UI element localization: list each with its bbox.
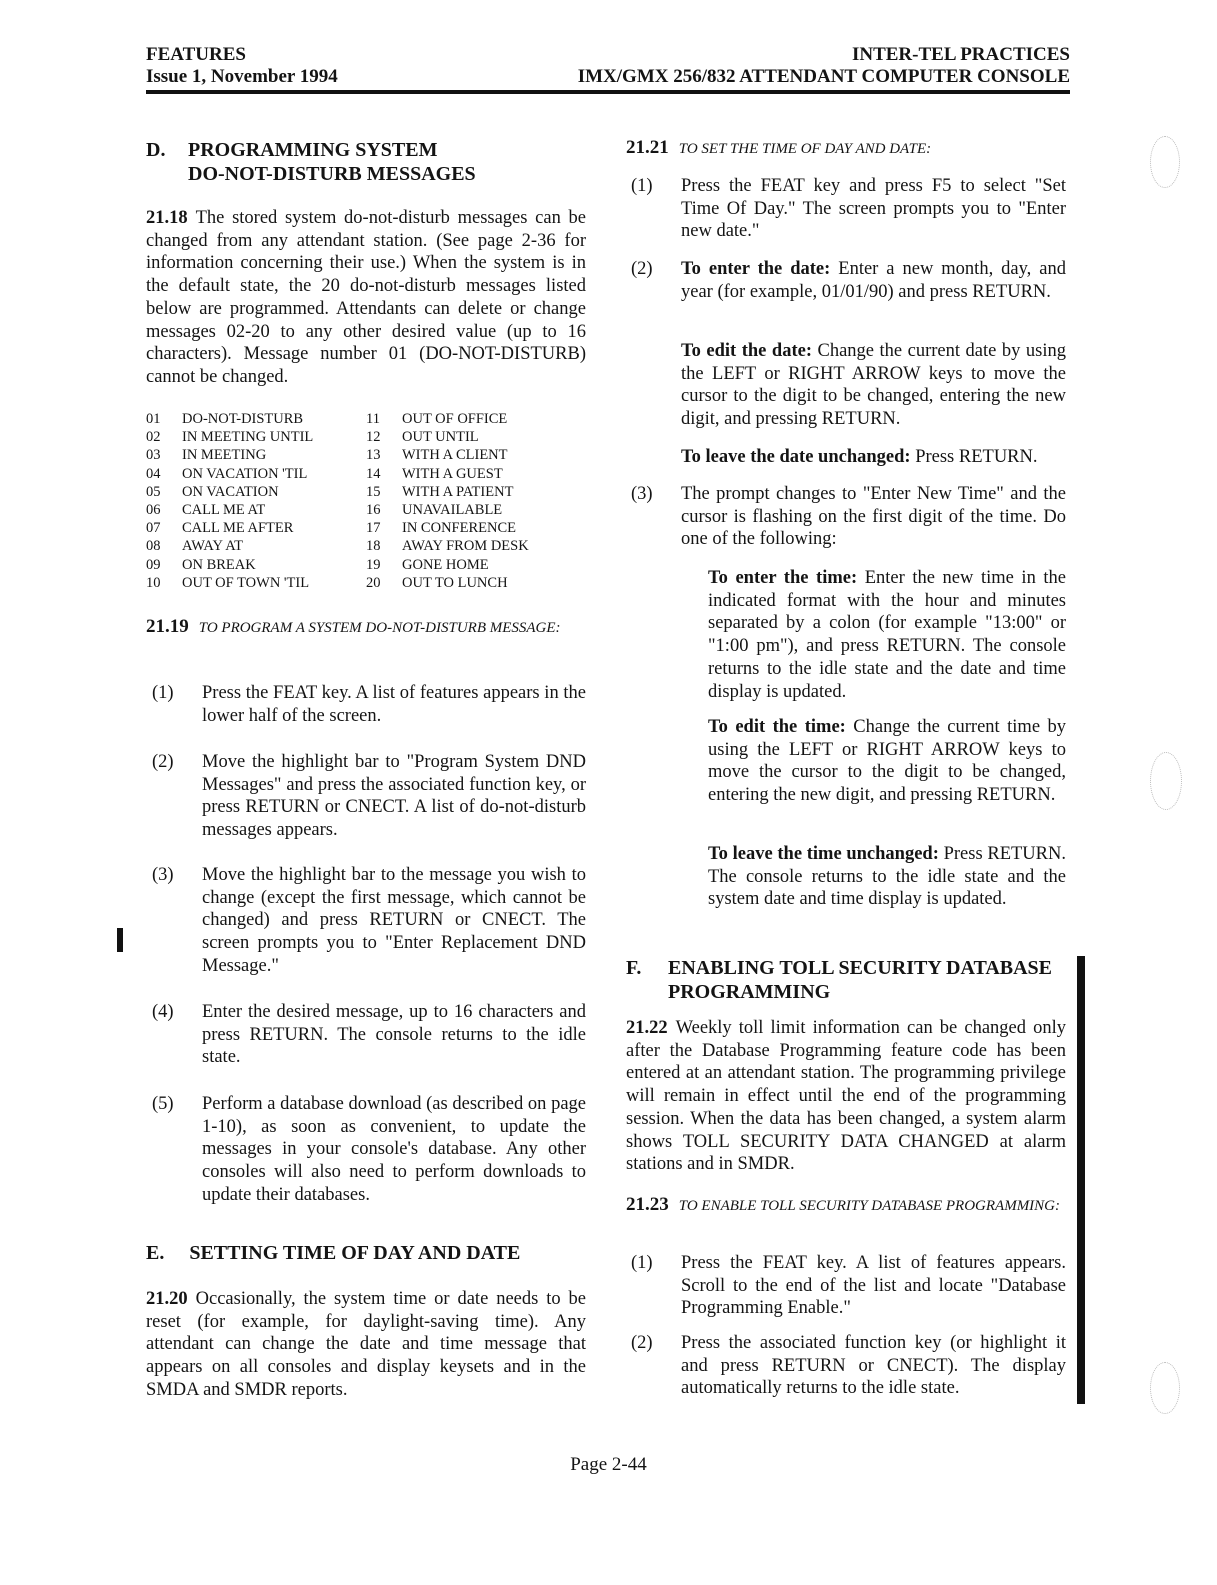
section-e-title: SETTING TIME OF DAY AND DATE xyxy=(189,1242,521,1264)
dnd-row: 10 OUT OF TOWN 'TIL xyxy=(146,574,310,591)
dnd-row: 01 DO-NOT-DISTURB xyxy=(146,411,304,427)
paragraph-text: The stored system do-not-disturb messages can be changed from any attendant station. (See page 2-36 for information concerning their use.) When the system is in the default state, the 20 do-not-disturb messages listed below are programmed. Attendants can delete or change messages 02-20 to any other desired value (up to 16 characters). Message number 01 (DO-NOT-DISTURB) cannot be changed. xyxy=(146,208,586,387)
dnd-row: 19 GONE HOME xyxy=(366,556,489,573)
section-d-title-line1: PROGRAMMING SYSTEM xyxy=(188,139,438,161)
page-number: Page 2-44 xyxy=(570,1454,647,1475)
dnd-row: 08 AWAY AT xyxy=(146,538,244,555)
procedure-title: TO SET THE TIME OF DAY AND DATE: xyxy=(678,141,932,157)
scan-artifact xyxy=(1150,752,1182,810)
paragraph-number: 21.21 xyxy=(626,137,669,158)
leave-time-text: To leave the time unchanged: Press RETURN. The console returns to the idle state and the system date and time display is updated. xyxy=(708,844,1066,910)
dnd-row: 16 UNAVAILABLE xyxy=(366,502,503,519)
section-f-letter: F. xyxy=(626,957,642,979)
header-left xyxy=(146,44,338,88)
dnd-row: 11 OUT OF OFFICE xyxy=(366,411,508,427)
paragraph-number: 21.23 xyxy=(626,1194,669,1215)
paragraph-number: 21.18 xyxy=(146,208,188,228)
dnd-list-left xyxy=(146,410,346,592)
paragraph-21-20 xyxy=(146,1288,586,1402)
scan-artifact xyxy=(1150,136,1180,188)
edit-time-text: To edit the time: Change the current time by using the LEFT or RIGHT ARROW keys to move the cursor to the digit to be changed, entering the new digit, and pressing RETURN. xyxy=(708,717,1066,806)
enter-time-text: To enter the time: Enter the new time in the indicated format with the hour and minutes separated by a colon (for example "13:00" or "1:00 pm"), and press RETURN. The console returns to the idle state and the date and time display is updated. xyxy=(708,568,1066,702)
section-d-letter: D. xyxy=(146,139,166,161)
procedure-title: TO ENABLE TOLL SECURITY DATABASE PROGRAMMING: xyxy=(678,1198,1061,1214)
edit-date-text: To edit the date: Change the current date by using the LEFT or RIGHT ARROW keys to move the cursor to the digit to be changed, entering the new digit, and pressing RETURN. xyxy=(681,341,1066,430)
dnd-list-right xyxy=(366,410,586,592)
dnd-row: 13 WITH A CLIENT xyxy=(366,447,508,464)
section-e-letter: E. xyxy=(146,1242,165,1264)
header-product: IMX/GMX 256/832 ATTENDANT COMPUTER CONSOLE xyxy=(577,66,1070,87)
paragraph-number: 21.19 xyxy=(146,616,189,637)
dnd-row: 09 ON BREAK xyxy=(146,556,256,573)
enter-date-text: To enter the date: Enter a new month, day, and year (for example, 01/01/90) and press RETURN. xyxy=(681,259,1066,302)
section-f-title-line2: PROGRAMMING xyxy=(668,981,831,1003)
section-d-title-line2: DO-NOT-DISTURB MESSAGES xyxy=(188,163,476,185)
paragraph-number: 21.22 xyxy=(626,1018,668,1038)
scan-artifact xyxy=(1150,1362,1180,1414)
section-d-heading xyxy=(146,138,586,186)
dnd-row: 06 CALL ME AT xyxy=(146,502,266,519)
dnd-row: 18 AWAY FROM DESK xyxy=(366,538,529,555)
dnd-row: 14 WITH A GUEST xyxy=(366,465,503,482)
dnd-row: 20 OUT TO LUNCH xyxy=(366,574,508,591)
dnd-row: 07 CALL ME AFTER xyxy=(146,520,294,537)
dnd-row: 12 OUT UNTIL xyxy=(366,429,479,446)
dnd-row: 17 IN CONFERENCE xyxy=(366,520,516,537)
header-section-label: FEATURES xyxy=(146,44,246,65)
procedure-title: TO PROGRAM A SYSTEM DO-NOT-DISTURB MESSAGE: xyxy=(198,620,561,636)
dnd-row: 02 IN MEETING UNTIL xyxy=(146,429,314,446)
dnd-row: 03 IN MEETING xyxy=(146,447,267,464)
dnd-row: 15 WITH A PATIENT xyxy=(366,483,514,500)
dnd-row: 05 ON VACATION xyxy=(146,483,279,500)
procedure-21-19-title xyxy=(146,616,586,639)
procedure-21-21-title xyxy=(626,137,1066,160)
header-rule xyxy=(146,90,1070,94)
header-issue-date: Issue 1, November 1994 xyxy=(146,66,338,87)
header-publication: INTER-TEL PRACTICES xyxy=(851,44,1070,65)
header-right xyxy=(578,44,1070,88)
section-f-title-line1: ENABLING TOLL SECURITY DATABASE xyxy=(668,957,1053,979)
section-e-heading xyxy=(146,1241,586,1265)
paragraph-text: Weekly toll limit information can be changed only after the Database Programming feature code has been entered at an attendant station. The programming privilege will remain in effect until the end of the programming session. When the data has been changed, a system alarm shows TOLL SECURITY DATA CHANGED at alarm stations and in SMDR. xyxy=(626,1018,1066,1175)
paragraph-21-22 xyxy=(626,1017,1066,1176)
section-f-heading xyxy=(626,956,1066,1004)
change-bar xyxy=(117,928,123,952)
paragraph-number: 21.20 xyxy=(146,1289,188,1309)
procedure-21-23-title xyxy=(626,1194,1066,1217)
change-bar xyxy=(1077,956,1085,1404)
paragraph-21-18 xyxy=(146,207,586,389)
dnd-row: 04 ON VACATION 'TIL xyxy=(146,465,308,482)
leave-date-text: To leave the date unchanged: Press RETURN. xyxy=(681,447,1038,467)
paragraph-text: Occasionally, the system time or date needs to be reset (for example, for daylight-saving time). Any attendant can change the date and time message that appears on all consoles and display keysets and in the SMDA and SMDR reports. xyxy=(146,1289,586,1400)
